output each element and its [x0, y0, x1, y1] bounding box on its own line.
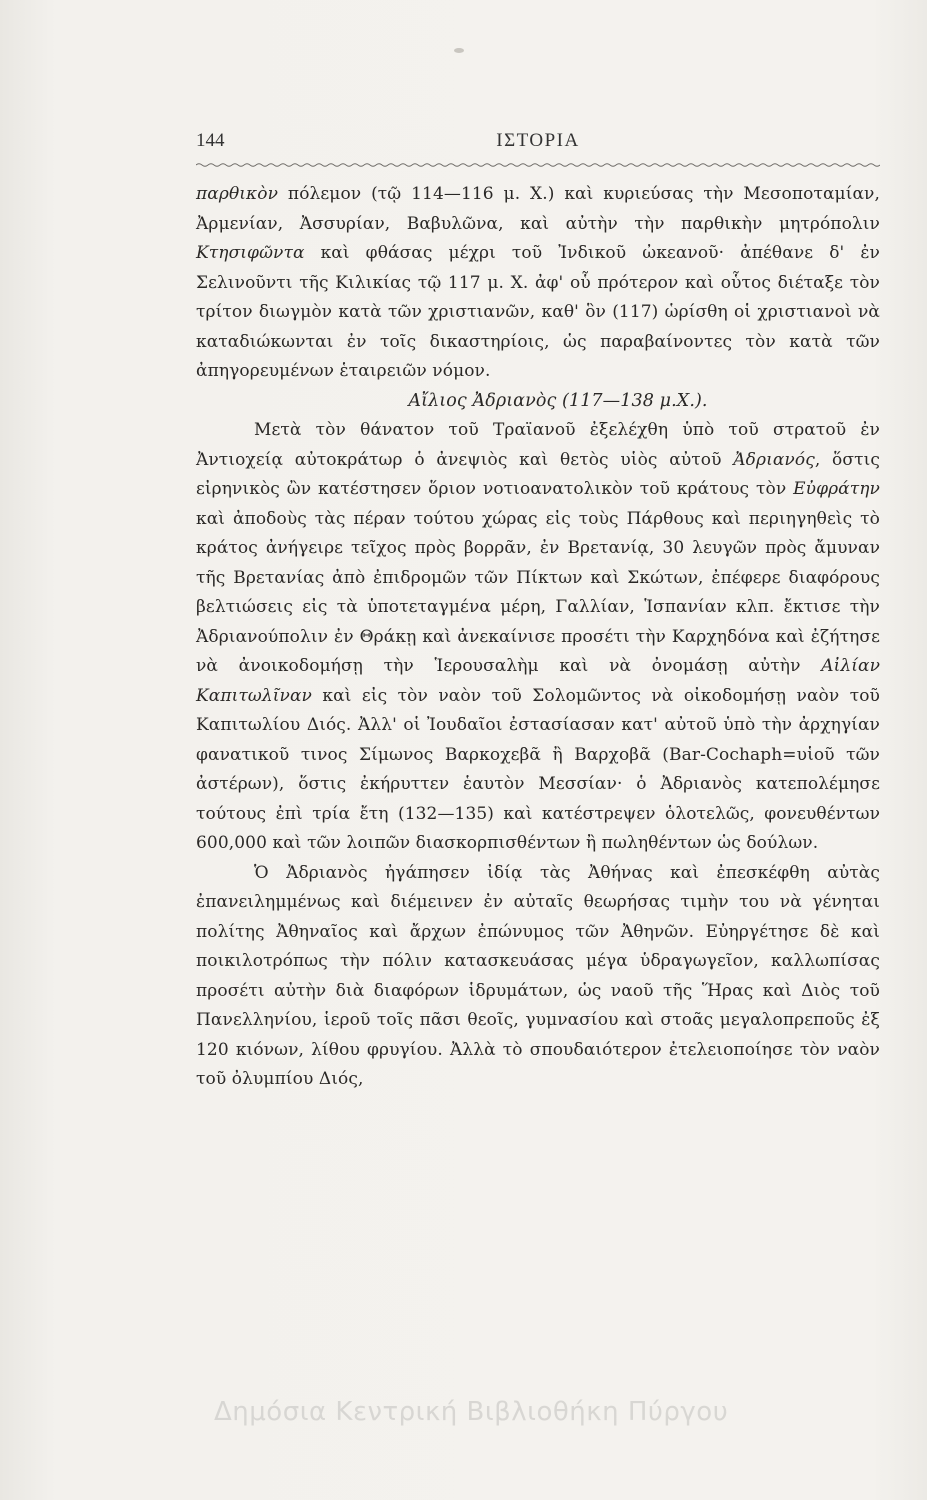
running-title: ΙΣΤΟΡΙΑ [496, 130, 580, 151]
text-run: πόλεμον (τῷ 114—116 μ. Χ.) καὶ κυριεύσας τὴν Μεσοποταμίαν, Ἀρμενίαν, Ἀσσυρίαν, Βαβυλῶνα, καὶ αὐτὴν τὴν παρθικὴν μητρόπολιν [196, 184, 880, 234]
library-watermark: Δημόσια Κεντρική Βιβλιοθήκη Πύργου [214, 1397, 729, 1427]
italic-term: Ἀδριανός [733, 449, 815, 470]
paper-speck [454, 48, 464, 53]
body-text [196, 180, 880, 1095]
text-run: καὶ ἀποδοὺς τὰς πέραν τούτου χώρας εἰς τοὺς Πάρθους καὶ περιηγηθεὶς τὸ κράτος ἀνήγειρε τεῖχος πρὸς βορρᾶν, ἐν Βρετανίᾳ, 30 λευγῶν πρὸς ἄμυναν τῆς Βρετανίας ἀπὸ ἐπιδρομῶν τῶν Πίκτων καὶ Σκώτων, ἐπέφερε διαφόρους βελτιώσεις εἰς τὰ ὑποτεταγμένα μέρη, Γαλλίαν, Ἱσπανίαν κλπ. ἔκτισε τὴν Ἀδριανούπολιν ἐν Θράκῃ καὶ ἀνεκαίνισε προσέτι τὴν Καρχηδόνα καὶ ἐζήτησε νὰ ἀνοικοδομήσῃ τὴν Ἱερουσαλὴμ καὶ νὰ ὀνομάσῃ αὐτὴν [196, 508, 880, 676]
header-wavy-rule [196, 162, 880, 168]
italic-term: παρθικὸν [196, 184, 279, 204]
paragraph-2 [196, 416, 880, 859]
italic-term: Εὐφράτην [793, 479, 880, 499]
text-run: Ὁ Ἀδριανὸς ἠγάπησεν ἰδίᾳ τὰς Ἀθήνας καὶ ἐπεσκέφθη αὐτὰς ἐπανειλημμένως καὶ διέμεινεν ἐν αὐταῖς θεωρήσας τιμὴν του νὰ γένηται πολίτης Ἀθηναῖος καὶ ἄρχων ἐπώνυμος τῶν Ἀθηνῶν. Εὐηργέτησε δὲ καὶ ποικιλοτρόπως τὴν πόλιν κατασκευάσας μέγα ὑδραγωγεῖον, καλλωπίσας προσέτι αὐτὴν διὰ διαφόρων ἱδρυμάτων, ὡς ναοῦ τῆς Ἥρας καὶ Διὸς τοῦ Πανελληνίου, ἱεροῦ τοῖς πᾶσι θεοῖς, γυμνασίου καὶ στοᾶς μεγαλοπρεποῦς ἐξ 120 κιόνων, λίθου φρυγίου. Ἀλλὰ τὸ σπουδαιότερον ἐτελειοποίησε τὸν ναὸν τοῦ ὀλυμπίου Διός, [196, 862, 880, 1089]
italic-term: Αἰλίαν Καπιτωλῖναν [196, 656, 880, 706]
text-run: Μετὰ τὸν θάνατον τοῦ Τραϊανοῦ ἐξελέχθη ὑπὸ τοῦ στρατοῦ ἐν Ἀντιοχείᾳ αὐτοκράτωρ ὁ ἀνεψιὸς καὶ θετὸς υἱὸς αὐτοῦ [196, 420, 880, 470]
page-number: 144 [196, 130, 225, 151]
section-heading: Αἴλιος Ἀδριανὸς (117—138 μ.Χ.). [408, 390, 708, 411]
paragraph-3 [196, 859, 880, 1095]
italic-term: Κτησιφῶντα [196, 243, 305, 263]
text-run: καὶ εἰς τὸν ναὸν τοῦ Σολομῶντος νὰ οἰκοδομήσῃ ναὸν τοῦ Καπιτωλίου Διός. Ἀλλ' οἱ Ἰουδαῖοι ἐστασίασαν κατ' αὐτοῦ ὑπὸ τὴν ἀρχηγίαν φανατικοῦ τινος Σίμωνος Βαρκοχεβᾶ ἢ Βαρχοβᾶ (Bar-Cochaph=υἱοῦ τῶν ἀστέρων), ὅστις ἐκήρυττεν ἑαυτὸν Μεσσίαν· ὁ Ἀδριανὸς κατεπολέμησε τούτους ἐπὶ τρία ἔτη (132—135) καὶ κατέστρεψεν ὁλοτελῶς, φονευθέντων 600,000 καὶ τῶν λοιπῶν διασκορπισθέντων ἢ πωληθέντων ὡς δούλων. [196, 685, 880, 853]
page-header [196, 130, 880, 160]
text-run: καὶ φθάσας μέχρι τοῦ Ἰνδικοῦ ὠκεανοῦ· ἀπέθανε δ' ἐν Σελινοῦντι τῆς Κιλικίας τῷ 117 μ. Χ. ἀφ' οὗ πρότερον καὶ οὗτος διέταξε τὸν τρίτον διωγμὸν κατὰ τῶν χριστιανῶν, καθ' ὃν (117) ὡρίσθη οἱ χριστιανοὶ νὰ καταδιώκωνται ἐν τοῖς δικαστηρίοις, ὡς παραβαίνοντες τὸν κατὰ τῶν ἀπηγορευμένων ἑταιρειῶν νόμον. [196, 243, 880, 381]
text-run: , ὅστις εἰρηνικὸς ὢν κατέστησεν ὅριον νοτιοανατολικὸν τοῦ κράτους τὸν [196, 449, 880, 499]
paragraph-1 [196, 180, 880, 387]
